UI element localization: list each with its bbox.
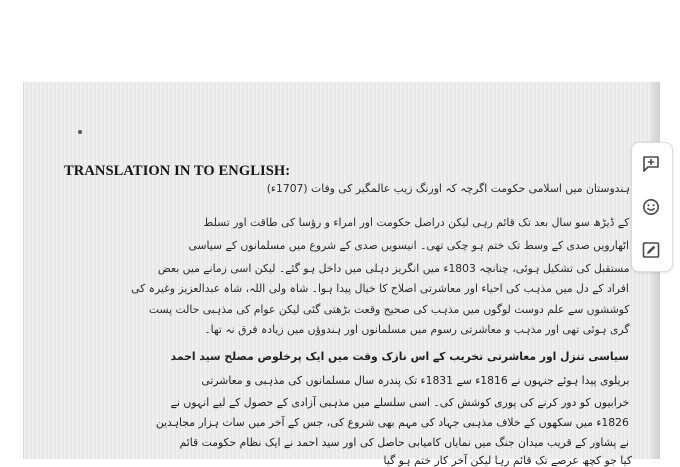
text-line: نے پشاور کے قریب میدان جنگ میں نمایاں کامیابی حاصل کی اور سید احمد نے ایک نظام حکومت قائم xyxy=(179,436,630,449)
scan-speck xyxy=(78,130,82,134)
text-line: کیا جو کچھ عرصے تک قائم رہا لیکن آخر کار ختم ہو گیا xyxy=(383,454,632,467)
scanned-document-page xyxy=(24,82,658,467)
text-line: خرابیوں کو دور کرنے کی پوری کوشش کی۔ اسی سلسلے میں مذہبی آزادی کے حصول کے لیے انہوں نے xyxy=(170,396,630,409)
emoji-icon xyxy=(642,198,660,216)
emoji-reaction-button[interactable] xyxy=(640,196,662,218)
text-line: ہندوستان میں اسلامی حکومت اگرچہ کہ اورنگ زیب عالمگیر کی وفات (1707ء) xyxy=(267,182,631,195)
text-line: اٹھارویں صدی کے وسط تک ختم ہو چکی تھی۔ انیسویں صدی کے شروع میں مسلمانوں کے سیاسی xyxy=(188,239,630,252)
text-line: کے ڈیڑھ سو سال بعد تک قائم رہی لیکن دراصل حکومت اور امراء و رؤسا کی طاقت اور تسلط xyxy=(203,216,630,229)
add-comment-icon xyxy=(642,155,660,173)
suggest-edit-icon xyxy=(642,241,660,259)
text-line: 1826ء میں سکھوں کے خلاف مذہبی جہاد کی مہم بھی شروع کی، جس کے آخر میں سات ہزار مجاہدین xyxy=(156,416,630,429)
suggest-edit-button[interactable] xyxy=(640,239,662,261)
top-blank-area xyxy=(0,0,680,82)
text-line: سیاسی تنزل اور معاشرتی تخریب کے اس نازک وقت میں ایک پرخلوص مصلح سید احمد xyxy=(171,350,630,363)
floating-side-toolbar xyxy=(631,142,673,272)
text-line: افراد کے دل میں مذہب کی احیاء اور معاشرتی اصلاح کا خیال پیدا ہوا۔ شاہ ولی اللہ، شاہ عبدالعزیز وغیرہ کی xyxy=(131,282,629,295)
text-line: کوششوں سے علم دوست لوگوں میں مذہب کی صحیح وقعت بڑھتی گئی لیکن عوام کی مذہبی حالت پست xyxy=(148,303,630,316)
document-heading: TRANSLATION IN TO ENGLISH: xyxy=(64,163,291,179)
add-comment-button[interactable] xyxy=(640,153,662,175)
text-line: بریلوی پیدا ہوئے جنہوں نے 1816ء سے 1831ء تک پندرہ سال مسلمانوں کی مذہبی و معاشرتی xyxy=(201,374,630,387)
text-line: مستقبل کی تشکیل ہوئی، چنانچہ 1803ء میں انگریز دہلی میں داخل ہو گئے۔ لیکن اسی زمانے میں بعض xyxy=(157,262,630,275)
text-line: گری ہوئی تھی اور مذہب و معاشرتی رسوم میں مسلمانوں اور ہندوؤں میں زیادہ فرق نہ تھا۔ xyxy=(204,323,630,336)
